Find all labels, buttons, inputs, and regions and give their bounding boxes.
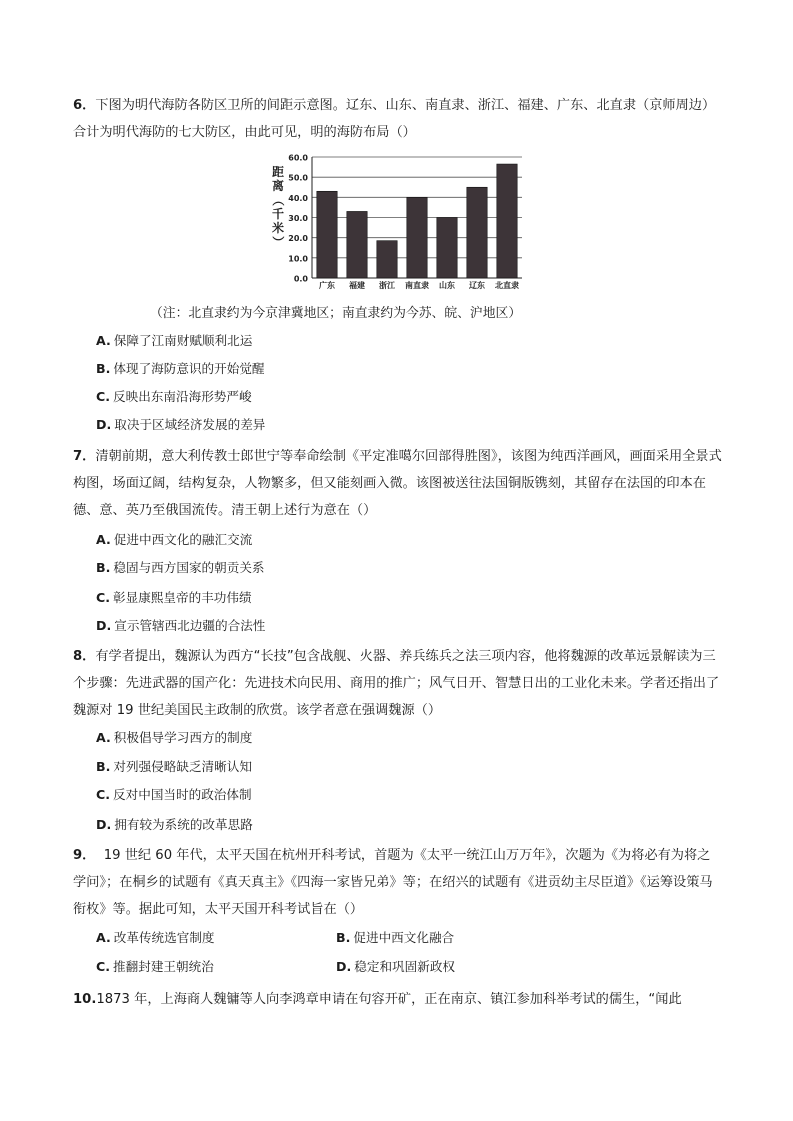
option-d[interactable]: D. 宣示管辖西北边疆的合法性 <box>96 618 266 633</box>
option-d[interactable]: D. 稳定和巩固新政权 <box>336 959 455 974</box>
x-tick-label: 北直隶 <box>495 281 519 290</box>
x-tick-label: 浙江 <box>379 281 395 290</box>
question-text: 1873 年，上海商人魏镛等人向李鸿章申请在句容开矿，正在南京、镇江参加科举考试的儒生，“闻此 <box>96 992 682 1007</box>
option-c[interactable]: C. 推翻封建王朝统治 <box>96 959 214 974</box>
y-tick-label: 40.0 <box>288 193 308 203</box>
question-text: 19 世纪 60 年代，太平天国在杭州开科考试，首题为《太平一统江山万万年》，次题为《为将必有为将之学问》；在桐乡的试题有《真天真主》《四海一家皆兄弟》等；在绍兴的试题有《进贡幼主尽臣道》《运筹设策马衔枚》等。据此可知，太平天国开科考试旨在（） <box>73 848 713 917</box>
bar <box>407 197 427 278</box>
question-10-stem <box>73 986 723 1013</box>
bar <box>497 164 517 278</box>
y-tick-label: 20.0 <box>288 234 308 244</box>
y-axis-label: （ <box>271 193 285 207</box>
x-tick-label: 辽东 <box>469 281 485 290</box>
option-a[interactable]: A. 促进中西文化的融汇交流 <box>96 532 253 547</box>
bar-chart <box>270 148 530 293</box>
option-b[interactable]: B. 促进中西文化融合 <box>336 930 455 945</box>
question-text: 下图为明代海防各防区卫所的间距示意图。辽东、山东、南直隶、浙江、福建、广东、北直隶（京师周边）合计为明代海防的七大防区，由此可见，明的海防布局（） <box>73 98 716 140</box>
y-tick-label: 10.0 <box>288 254 308 264</box>
x-tick-label: 南直隶 <box>405 281 429 290</box>
option-b[interactable]: B. 对列强侵略缺乏清晰认知 <box>96 759 252 774</box>
option-d[interactable]: D. 拥有较为系统的改革思路 <box>96 817 253 832</box>
y-tick-label: 0.0 <box>293 274 308 284</box>
y-axis-label: 离 <box>271 179 285 193</box>
y-axis-label: 距 <box>271 165 285 179</box>
option-b[interactable]: B. 稳固与西方国家的朝贡关系 <box>96 560 265 575</box>
option-d[interactable]: D. 取决于区域经济发展的差异 <box>96 417 266 432</box>
option-c[interactable]: C. 彰显康熙皇帝的丰功伟绩 <box>96 590 252 605</box>
question-number: 9． <box>73 848 96 863</box>
x-tick-label: 广东 <box>319 281 335 290</box>
option-a[interactable]: A. 改革传统选官制度 <box>96 930 215 945</box>
question-number: 10. <box>73 992 97 1007</box>
option-a[interactable]: A. 保障了江南财赋顺利北运 <box>96 333 253 348</box>
y-axis-label: 千 <box>271 207 285 221</box>
bar <box>377 241 397 278</box>
y-tick-label: 30.0 <box>288 214 308 223</box>
question-number: 6． <box>73 98 96 113</box>
option-c[interactable]: C. 反映出东南沿海形势严峻 <box>96 389 252 404</box>
bar <box>467 187 487 278</box>
y-axis-label: ） <box>271 235 285 249</box>
y-axis-label: 米 <box>271 221 285 235</box>
question-8-stem <box>73 643 723 724</box>
question-6-stem <box>73 92 723 146</box>
question-7-stem <box>73 443 723 524</box>
x-tick-label: 福建 <box>349 281 365 290</box>
option-b[interactable]: B. 体现了海防意识的开始觉醒 <box>96 361 265 376</box>
question-number: 7． <box>73 449 96 464</box>
question-number: 8． <box>73 649 96 664</box>
option-c[interactable]: C. 反对中国当时的政治体制 <box>96 787 252 802</box>
question-text: 有学者提出，魏源认为西方“长技”包含战舰、火器、养兵练兵之法三项内容，他将魏源的改革远景解读为三个步骤：先进武器的国产化：先进技术向民用、商用的推广；风气日开、智慧日出的工业化未来。学者还指出了魏源对 19 世纪美国民主政制的欣赏。该学者意在强调魏源（） <box>73 649 720 718</box>
question-9-stem <box>73 842 723 923</box>
y-tick-label: 60.0 <box>288 153 308 163</box>
bar <box>317 191 337 278</box>
question-text: 清朝前期，意大利传教士郎世宁等奉命绘制《平定准噶尔回部得胜图》，该图为纯西洋画风，画面采用全景式构图，场面辽阔，结构复杂，人物繁多，但又能刻画入微。该图被送往法国铜版镌刻，其留存在法国的印本在德、意、英乃至俄国流传。清王朝上述行为意在（） <box>73 449 722 518</box>
y-tick-label: 50.0 <box>288 173 308 183</box>
chart-note: （注：北直隶约为今京津冀地区；南直隶约为今苏、皖、沪地区） <box>150 306 522 321</box>
option-a[interactable]: A. 积极倡导学习西方的制度 <box>96 730 253 745</box>
bar <box>437 218 457 279</box>
bar <box>347 211 367 278</box>
x-tick-label: 山东 <box>439 281 455 290</box>
